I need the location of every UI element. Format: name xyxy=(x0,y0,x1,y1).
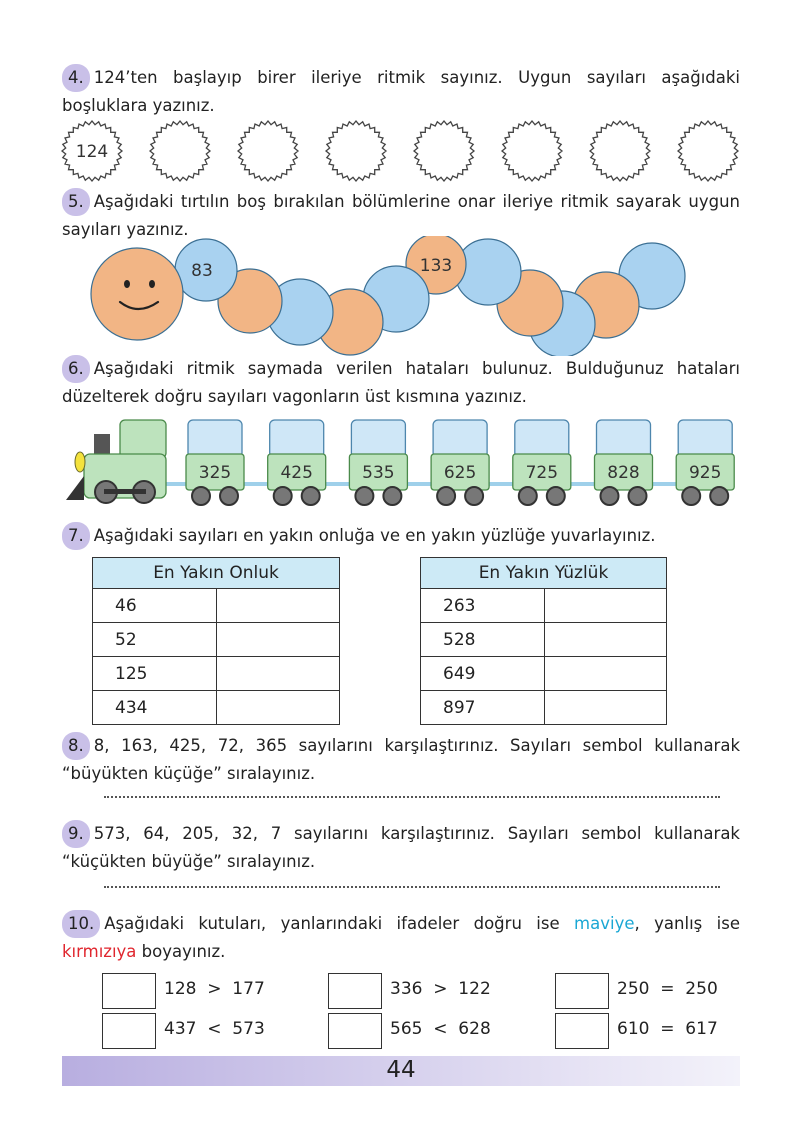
table-value: 897 xyxy=(421,691,545,725)
table-value: 263 xyxy=(421,589,545,623)
wheel-icon xyxy=(383,487,401,505)
color-box[interactable] xyxy=(328,1013,382,1049)
cowcatcher xyxy=(66,476,84,500)
question-number: 6. xyxy=(62,355,90,383)
table-value: 528 xyxy=(421,623,545,657)
wheel-icon xyxy=(437,487,455,505)
color-box[interactable] xyxy=(102,973,156,1009)
wagon xyxy=(268,420,326,505)
comparison-expression: 437 < 573 xyxy=(164,1019,265,1039)
wheel-icon xyxy=(710,487,728,505)
question-7 xyxy=(62,522,740,550)
answer-cell[interactable] xyxy=(217,589,340,623)
starburst-blank[interactable] xyxy=(678,121,738,181)
red-keyword: kırmızıya xyxy=(62,942,137,961)
wagon-number: 535 xyxy=(362,463,395,483)
wagon xyxy=(595,420,653,505)
eye-icon xyxy=(149,280,155,288)
table-row xyxy=(421,691,667,725)
answer-cell[interactable] xyxy=(217,657,340,691)
wheel-icon xyxy=(274,487,292,505)
answer-cell[interactable] xyxy=(545,589,667,623)
wagon-top-answer-area[interactable] xyxy=(351,420,405,458)
comparison-expression: 250 = 250 xyxy=(617,979,718,999)
question-10 xyxy=(62,910,740,966)
wagon-top-answer-area[interactable] xyxy=(188,420,242,458)
question-9 xyxy=(62,820,740,876)
wheel-icon xyxy=(465,487,483,505)
wagon xyxy=(676,420,734,505)
question-text: Aşağıdaki tırtılın boş bırakılan bölümlerine onar ileriye ritmik sayarak uygun sayıları yazınız. xyxy=(62,192,740,239)
question-text: Aşağıdaki ritmik saymada verilen hataları bulunuz. Bulduğunuz hataları düzelterek doğru sayıları vagonların üst kısmına yazınız. xyxy=(62,359,740,406)
wagon-top-answer-area[interactable] xyxy=(270,420,324,458)
table-header: En Yakın Onluk xyxy=(93,558,340,589)
question-number: 7. xyxy=(62,522,90,550)
question-text: 124’ten başlayıp birer ileriye ritmik sayınız. Uygun sayıları aşağıdaki boşluklara yazınız. xyxy=(62,68,740,115)
wagon-top-answer-area[interactable] xyxy=(515,420,569,458)
wheel-icon xyxy=(629,487,647,505)
color-box[interactable] xyxy=(555,973,609,1009)
question-number: 9. xyxy=(62,820,90,848)
page-footer xyxy=(62,1056,740,1086)
table-value: 52 xyxy=(93,623,217,657)
comparison-expression: 336 > 122 xyxy=(390,979,491,999)
wagon-number: 425 xyxy=(280,463,313,483)
starburst-blank[interactable] xyxy=(238,121,298,181)
table-row xyxy=(421,623,667,657)
chimney xyxy=(94,434,110,456)
table-row xyxy=(93,589,340,623)
wheel-icon xyxy=(519,487,537,505)
starburst-blank[interactable] xyxy=(414,121,474,181)
comparison-expression: 128 > 177 xyxy=(164,979,265,999)
question-8 xyxy=(62,732,740,788)
table-value: 434 xyxy=(93,691,217,725)
wheel-icon xyxy=(355,487,373,505)
wagon-number: 828 xyxy=(607,463,640,483)
question-text: boyayınız. xyxy=(136,942,226,961)
nearest-ten-table xyxy=(92,557,340,725)
nearest-hundred-table xyxy=(420,557,667,725)
wagon xyxy=(349,420,407,505)
wheel-icon xyxy=(220,487,238,505)
answer-cell[interactable] xyxy=(217,623,340,657)
question-number: 5. xyxy=(62,188,90,216)
table-row xyxy=(93,623,340,657)
answer-line[interactable] xyxy=(104,886,720,888)
starburst-blank[interactable] xyxy=(590,121,650,181)
question-text: 8, 163, 425, 72, 365 sayılarını karşılaştırınız. Sayıları sembol kullanarak “büyükten küçüğe” sıralayınız. xyxy=(62,736,740,783)
question-number: 8. xyxy=(62,732,90,760)
wagon-number: 725 xyxy=(525,463,559,483)
locomotive xyxy=(66,420,166,503)
answer-line[interactable] xyxy=(104,796,720,798)
question-6 xyxy=(62,355,740,411)
question-text: Aşağıdaki kutuları, yanlarındaki ifadeler doğru ise xyxy=(104,914,575,933)
answer-cell[interactable] xyxy=(545,691,667,725)
question-number: 4. xyxy=(62,64,90,92)
answer-cell[interactable] xyxy=(545,657,667,691)
headlight-icon xyxy=(75,452,85,472)
starburst-blank[interactable] xyxy=(326,121,386,181)
caterpillar-label: 133 xyxy=(419,256,453,276)
question-4 xyxy=(62,64,740,120)
wagon-top-answer-area[interactable] xyxy=(678,420,732,458)
starburst-first-value: 124 xyxy=(75,142,109,162)
answer-cell[interactable] xyxy=(545,623,667,657)
wagon xyxy=(431,420,489,505)
train-figure xyxy=(66,414,746,514)
question-text: 573, 64, 205, 32, 7 sayılarını karşılaştırınız. Sayıları sembol kullanarak “küçükten büyüğe” sıralayınız. xyxy=(62,824,740,871)
wagon-top-answer-area[interactable] xyxy=(433,420,487,458)
wheel-icon xyxy=(601,487,619,505)
wheel-rod xyxy=(104,489,146,494)
table-header: En Yakın Yüzlük xyxy=(421,558,667,589)
eye-icon xyxy=(124,280,130,288)
caterpillar-label: 83 xyxy=(191,261,213,281)
table-value: 46 xyxy=(93,589,217,623)
wheel-icon xyxy=(302,487,320,505)
color-box[interactable] xyxy=(328,973,382,1009)
wagon-number: 925 xyxy=(688,463,722,483)
answer-cell[interactable] xyxy=(217,691,340,725)
table-row xyxy=(93,691,340,725)
table-value: 649 xyxy=(421,657,545,691)
wagon-top-answer-area[interactable] xyxy=(597,420,651,458)
comparison-expression: 565 < 628 xyxy=(390,1019,491,1039)
cabin xyxy=(120,420,166,458)
wagon-number: 625 xyxy=(443,463,477,483)
question-text: , yanlış ise xyxy=(634,914,740,933)
wagon xyxy=(186,420,244,505)
starburst-blank[interactable] xyxy=(502,121,562,181)
blue-keyword: maviye xyxy=(574,914,635,933)
table-value: 125 xyxy=(93,657,217,691)
color-box[interactable] xyxy=(555,1013,609,1049)
starburst-answer-row xyxy=(55,116,745,186)
color-box[interactable] xyxy=(102,1013,156,1049)
comparison-expression: 610 = 617 xyxy=(617,1019,718,1039)
table-row xyxy=(421,657,667,691)
question-text: Aşağıdaki sayıları en yakın onluğa ve en yakın yüzlüğe yuvarlayınız. xyxy=(93,526,656,545)
question-number: 10. xyxy=(62,910,100,938)
starburst-blank[interactable] xyxy=(150,121,210,181)
table-row xyxy=(93,657,340,691)
table-row xyxy=(421,589,667,623)
caterpillar-figure xyxy=(90,236,700,356)
wheel-icon xyxy=(192,487,210,505)
caterpillar-head xyxy=(91,248,183,340)
wheel-icon xyxy=(547,487,565,505)
wagon-number: 325 xyxy=(198,463,232,483)
page-number: 44 xyxy=(386,1057,416,1083)
wagon xyxy=(513,420,571,505)
wheel-icon xyxy=(682,487,700,505)
